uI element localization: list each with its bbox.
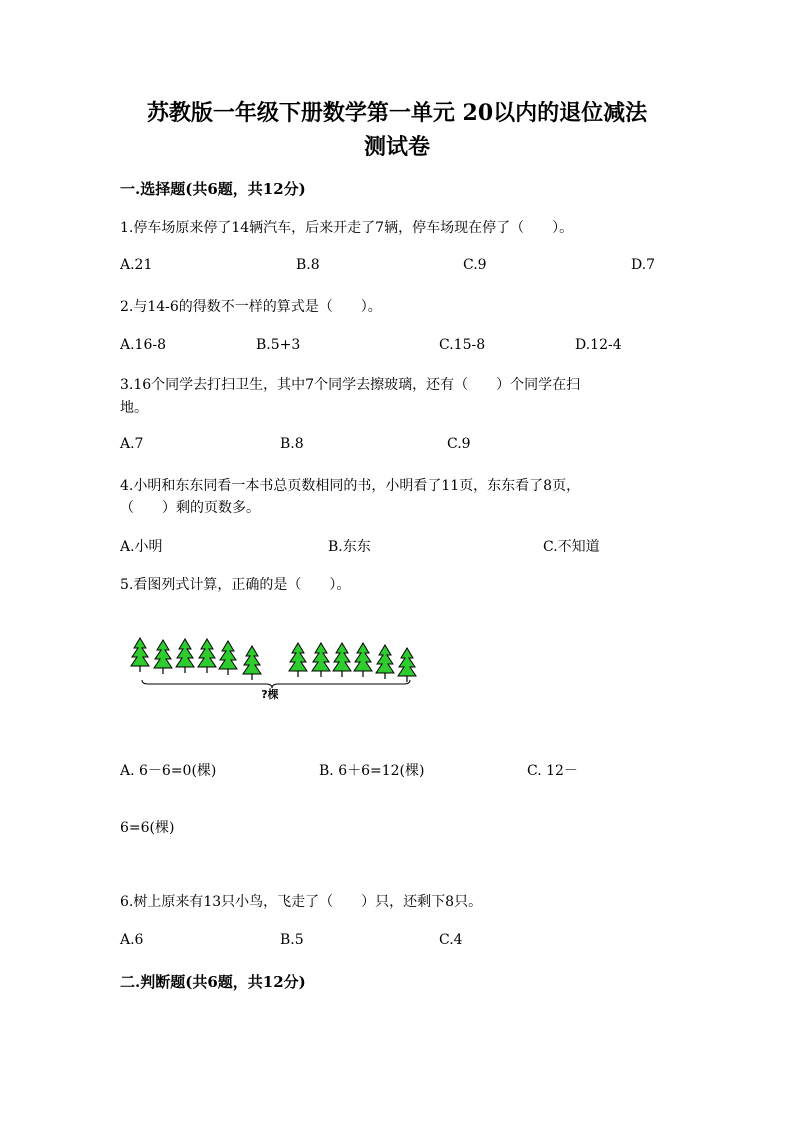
- tree-icon: [176, 639, 194, 673]
- tree-icon: [312, 643, 330, 677]
- tree-icon: [198, 639, 216, 673]
- q5-option-c[interactable]: C. 12－: [527, 763, 578, 779]
- q1-option-b[interactable]: B.8: [296, 257, 320, 273]
- section-heading-judgement: 二.判断题(共6题，共12分): [120, 973, 306, 991]
- q5-option-a[interactable]: A. 6－6=0(棵): [120, 763, 217, 779]
- tree-icon: [131, 638, 149, 672]
- question-1: 1.停车场原来停了14辆汽车，后来开走了7辆，停车场现在停了（ ）。: [120, 220, 574, 236]
- q2-option-a[interactable]: A.16-8: [120, 337, 167, 353]
- section-heading-choice: 一.选择题(共6题，共12分): [120, 180, 306, 198]
- question-4-line2: （ ）剩的页数多。: [120, 500, 260, 516]
- q6-option-c[interactable]: C.4: [439, 932, 463, 948]
- tree-icon: [398, 648, 416, 682]
- tree-icons-left-group: [131, 638, 261, 680]
- tree-icon: [354, 643, 372, 677]
- question-2: 2.与14-6的得数不一样的算式是（ ）。: [120, 299, 382, 315]
- tree-icons-right-group: [289, 643, 416, 682]
- total-brace: [142, 680, 410, 688]
- q6-option-a[interactable]: A.6: [120, 932, 144, 948]
- tree-icon: [154, 640, 172, 674]
- q1-option-c[interactable]: C.9: [463, 257, 487, 273]
- question-4: 4.小明和东东同看一本书总页数相同的书，小明看了11页，东东看了8页，: [120, 478, 581, 494]
- q2-option-d[interactable]: D.12-4: [575, 337, 622, 353]
- q3-option-b[interactable]: B.8: [280, 436, 304, 452]
- q3-option-a[interactable]: A.7: [120, 436, 144, 452]
- q1-option-d[interactable]: D.7: [631, 257, 656, 273]
- tree-icon: [376, 645, 394, 679]
- question-6: 6.树上原来有13只小鸟，飞走了（ ）只，还剩下8只。: [120, 894, 483, 910]
- figure-label: ?棵: [261, 688, 279, 701]
- q1-option-a[interactable]: A.21: [120, 257, 153, 273]
- tree-icon: [289, 643, 307, 677]
- q5-option-b[interactable]: B. 6＋6=12(棵): [319, 763, 425, 779]
- question-5: 5.看图列式计算，正确的是（ ）。: [120, 577, 351, 593]
- page-subtitle: 测试卷: [363, 134, 430, 160]
- q3-option-c[interactable]: C.9: [447, 436, 471, 452]
- tree-icon: [243, 646, 261, 680]
- q2-option-b[interactable]: B.5+3: [256, 337, 301, 353]
- q4-option-c[interactable]: C.不知道: [543, 539, 600, 555]
- question-3-line2: 地。: [120, 400, 148, 416]
- tree-icon: [333, 643, 351, 677]
- page-title: 苏教版一年级下册数学第一单元 20以内的退位减法: [146, 100, 648, 126]
- q5-option-c-wrap: 6=6(棵): [120, 820, 175, 836]
- tree-icon: [219, 641, 237, 675]
- q4-option-b[interactable]: B.东东: [328, 539, 371, 555]
- q6-option-b[interactable]: B.5: [280, 932, 304, 948]
- q4-option-a[interactable]: A.小明: [120, 539, 163, 555]
- question-3: 3.16个同学去打扫卫生，其中7个同学去擦玻璃，还有（ ）个同学在扫: [120, 377, 581, 393]
- q2-option-c[interactable]: C.15-8: [439, 337, 486, 353]
- trees-figure: [128, 630, 423, 705]
